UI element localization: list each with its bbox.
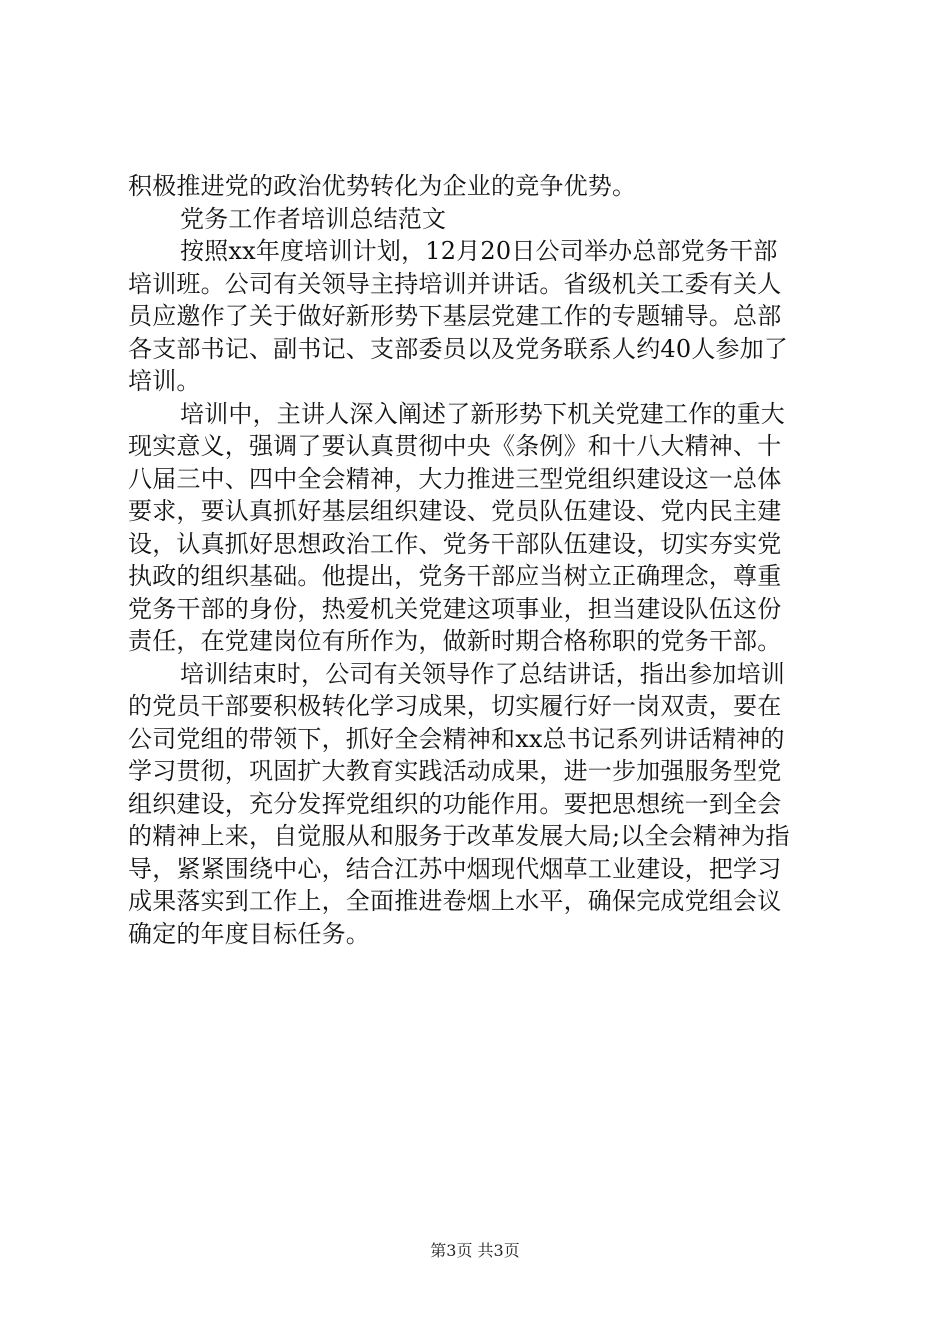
text-line: 现实意义，强调了要认真贯彻中央《条例》和十八大精神、十 xyxy=(128,432,782,460)
text-line: 各支部书记、副书记、支部委员以及党务联系人约40人参加了 xyxy=(128,334,789,363)
text-line: 成果落实到工作上，全面推进卷烟上水平，确保完成党组会议 xyxy=(128,887,782,915)
text-line: 培训。 xyxy=(128,367,201,395)
text-line: 设，认真抓好思想政治工作、党务干部队伍建设，切实夯实党 xyxy=(128,529,782,558)
text-line: 公司党组的带领下，抓好全会精神和xx总书记系列讲话精神的 xyxy=(128,724,785,753)
page-footer: 第3页 共3页 xyxy=(430,1241,520,1260)
text-line: 导，紧紧围绕中心，结合江苏中烟现代烟草工业建设，把学习 xyxy=(128,854,782,883)
text-line: 按照xx年度培训计划，12月20日公司举办总部党务干部 xyxy=(180,237,778,265)
text-line: 的精神上来，自觉服从和服务于改革发展大局;以全会精神为指 xyxy=(128,822,790,850)
text-line: 学习贯彻，巩固扩大教育实践活动成果，进一步加强服务型党 xyxy=(128,757,782,785)
text-line: 党务干部的身份，热爱机关党建这项事业，担当建设队伍这份 xyxy=(128,594,782,623)
text-line: 员应邀作了关于做好新形势下基层党建工作的专题辅导。总部 xyxy=(128,302,782,330)
text-line: 的党员干部要积极转化学习成果，切实履行好一岗双责，要在 xyxy=(128,692,782,720)
text-line: 培训班。公司有关领导主持培训并讲话。省级机关工委有关人 xyxy=(128,269,782,298)
text-line: 执政的组织基础。他提出，党务干部应当树立正确理念，尊重 xyxy=(128,562,782,590)
text-line: 积极推进党的政治优势转化为企业的竞争优势。 xyxy=(128,172,637,200)
section-title xyxy=(128,203,838,236)
document-body xyxy=(128,170,838,950)
paragraph-continuation xyxy=(128,170,838,203)
text-line: 八届三中、四中全会精神，大力推进三型党组织建设这一总体 xyxy=(128,464,782,493)
text-line: 确定的年度目标任务。 xyxy=(128,919,370,948)
paragraph xyxy=(128,658,838,951)
text-line: 责任，在党建岗位有所作为，做新时期合格称职的党务干部。 xyxy=(128,627,782,655)
text-line: 组织建设，充分发挥党组织的功能作用。要把思想统一到全会 xyxy=(128,789,782,818)
text-line: 培训结束时，公司有关领导作了总结讲话，指出参加培训 xyxy=(180,659,785,688)
text-line: 要求，要认真抓好基层组织建设、党员队伍建设、党内民主建 xyxy=(128,497,782,525)
paragraph xyxy=(128,398,838,658)
paragraph xyxy=(128,235,838,398)
text-line: 培训中，主讲人深入阐述了新形势下机关党建工作的重大 xyxy=(180,399,785,428)
text-line: 党务工作者培训总结范文 xyxy=(180,204,447,233)
